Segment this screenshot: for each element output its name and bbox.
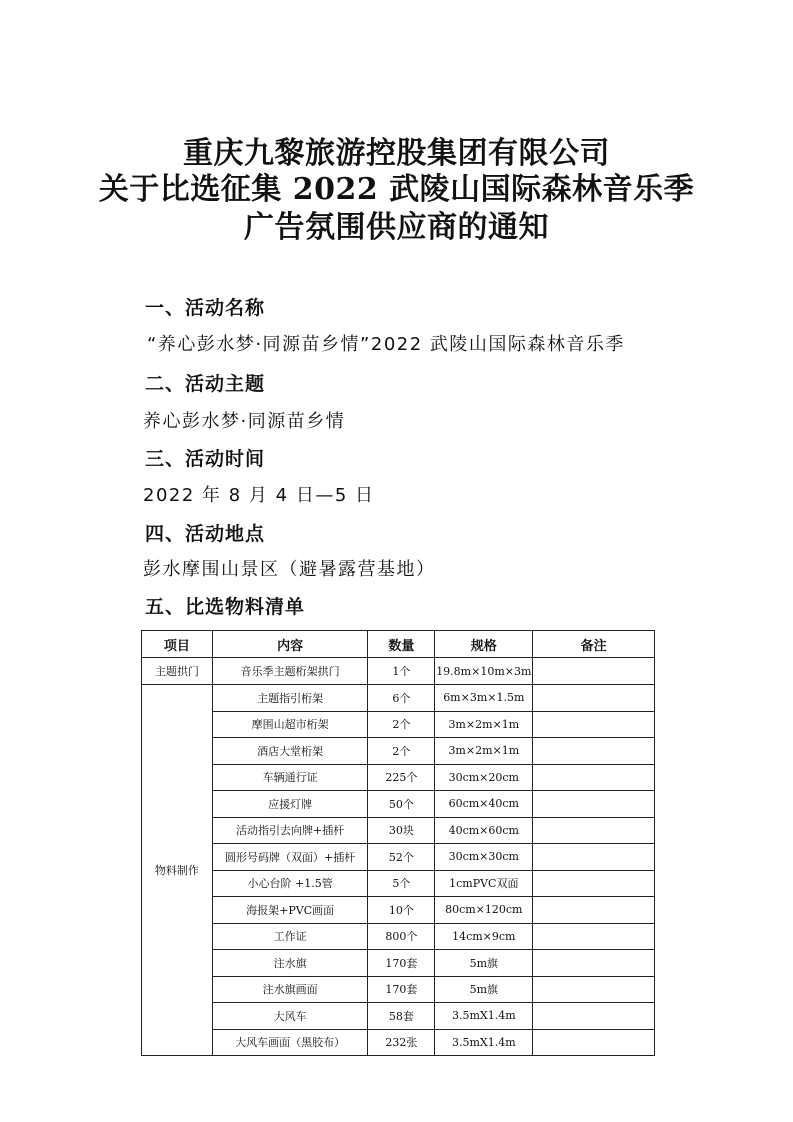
cell-content: 海报架+PVC画面: [212, 897, 368, 924]
group-label-materials: 物料制作: [142, 685, 213, 1056]
table-row: [142, 897, 655, 924]
cell-note: [533, 817, 655, 844]
cell-note: [533, 685, 655, 712]
cell-note: [533, 976, 655, 1003]
section-heading-theme: 二、活动主题: [145, 373, 266, 395]
cell-content: 大风车画面（黑胶布）: [212, 1029, 368, 1056]
table-row: [142, 817, 655, 844]
cell-note: [533, 711, 655, 738]
table-row: [142, 950, 655, 977]
cell-qty: 170套: [368, 976, 435, 1003]
cell-content: 摩围山超市桁架: [212, 711, 368, 738]
cell-content: 小心台阶 +1.5管: [212, 870, 368, 897]
cell-qty: 10个: [368, 897, 435, 924]
section-text-location: 彭水摩围山景区（避暑露营基地）: [143, 559, 436, 580]
cell-content: 注水旗画面: [212, 976, 368, 1003]
cell-content: 工作证: [212, 923, 368, 950]
title-line-3: 广告氛围供应商的通知: [244, 210, 549, 245]
cell-content: 主题指引桁架: [212, 685, 368, 712]
cell-note: [533, 923, 655, 950]
header-item: 项目: [142, 631, 213, 658]
cell-qty: 58套: [368, 1003, 435, 1030]
cell-spec: 5m旗: [435, 976, 533, 1003]
title-line-2: 关于比选征集 2022 武陵山国际森林音乐季: [98, 172, 695, 207]
cell-note: [533, 764, 655, 791]
cell-content: 圆形号码牌（双面）+插杆: [212, 844, 368, 871]
cell-note: [533, 658, 655, 685]
cell-spec: 3m×2m×1m: [435, 711, 533, 738]
cell-spec: 3m×2m×1m: [435, 738, 533, 765]
cell-note: [533, 950, 655, 977]
cell-qty: 225个: [368, 764, 435, 791]
cell-spec: 30cm×30cm: [435, 844, 533, 871]
table-row: [142, 923, 655, 950]
table-row: [142, 844, 655, 871]
cell-content: 音乐季主题桁架拱门: [212, 658, 368, 685]
table-row: [142, 685, 655, 712]
section-text-name: “养心彭水梦·同源苗乡情”2022 武陵山国际森林音乐季: [147, 334, 625, 355]
header-content: 内容: [212, 631, 368, 658]
cell-qty: 30块: [368, 817, 435, 844]
cell-note: [533, 1029, 655, 1056]
materials-table: [141, 630, 655, 1056]
cell-spec: 80cm×120cm: [435, 897, 533, 924]
cell-spec: 19.8m×10m×3m: [435, 658, 533, 685]
cell-qty: 50个: [368, 791, 435, 818]
section-heading-name: 一、活动名称: [145, 297, 266, 319]
cell-content: 车辆通行证: [212, 764, 368, 791]
cell-note: [533, 897, 655, 924]
cell-spec: 3.5mX1.4m: [435, 1029, 533, 1056]
table-row: [142, 791, 655, 818]
cell-note: [533, 1003, 655, 1030]
cell-content: 应援灯牌: [212, 791, 368, 818]
cell-content: 大风车: [212, 1003, 368, 1030]
section-text-theme: 养心彭水梦·同源苗乡情: [143, 411, 346, 432]
header-quantity: 数量: [368, 631, 435, 658]
cell-note: [533, 844, 655, 871]
cell-note: [533, 738, 655, 765]
cell-spec: 40cm×60cm: [435, 817, 533, 844]
cell-qty: 5个: [368, 870, 435, 897]
cell-qty: 6个: [368, 685, 435, 712]
table-row: [142, 764, 655, 791]
table-row: [142, 870, 655, 897]
cell-spec: 1cmPVC双面: [435, 870, 533, 897]
cell-content: 酒店大堂桁架: [212, 738, 368, 765]
section-heading-time: 三、活动时间: [145, 448, 266, 470]
cell-spec: 30cm×20cm: [435, 764, 533, 791]
cell-qty: 1个: [368, 658, 435, 685]
table-row: [142, 1003, 655, 1030]
header-note: 备注: [533, 631, 655, 658]
cell-qty: 2个: [368, 711, 435, 738]
table-row: [142, 976, 655, 1003]
cell-note: [533, 870, 655, 897]
cell-qty: 52个: [368, 844, 435, 871]
cell-note: [533, 791, 655, 818]
cell-qty: 232张: [368, 1029, 435, 1056]
section-text-time: 2022 年 8 月 4 日—5 日: [143, 485, 375, 506]
section-heading-location: 四、活动地点: [145, 523, 266, 545]
title-line-1: 重庆九黎旅游控股集团有限公司: [183, 136, 610, 171]
cell-spec: 3.5mX1.4m: [435, 1003, 533, 1030]
table-header-row: [142, 631, 655, 658]
group-label-arch: 主题拱门: [142, 658, 213, 685]
cell-content: 活动指引去向牌+插杆: [212, 817, 368, 844]
cell-spec: 14cm×9cm: [435, 923, 533, 950]
cell-content: 注水旗: [212, 950, 368, 977]
cell-spec: 60cm×40cm: [435, 791, 533, 818]
table-row: [142, 658, 655, 685]
table-row: [142, 738, 655, 765]
table-row: [142, 711, 655, 738]
cell-qty: 170套: [368, 950, 435, 977]
section-heading-materials: 五、比选物料清单: [145, 596, 306, 618]
cell-spec: 5m旗: [435, 950, 533, 977]
table-row: [142, 1029, 655, 1056]
cell-spec: 6m×3m×1.5m: [435, 685, 533, 712]
header-spec: 规格: [435, 631, 533, 658]
cell-qty: 2个: [368, 738, 435, 765]
cell-qty: 800个: [368, 923, 435, 950]
